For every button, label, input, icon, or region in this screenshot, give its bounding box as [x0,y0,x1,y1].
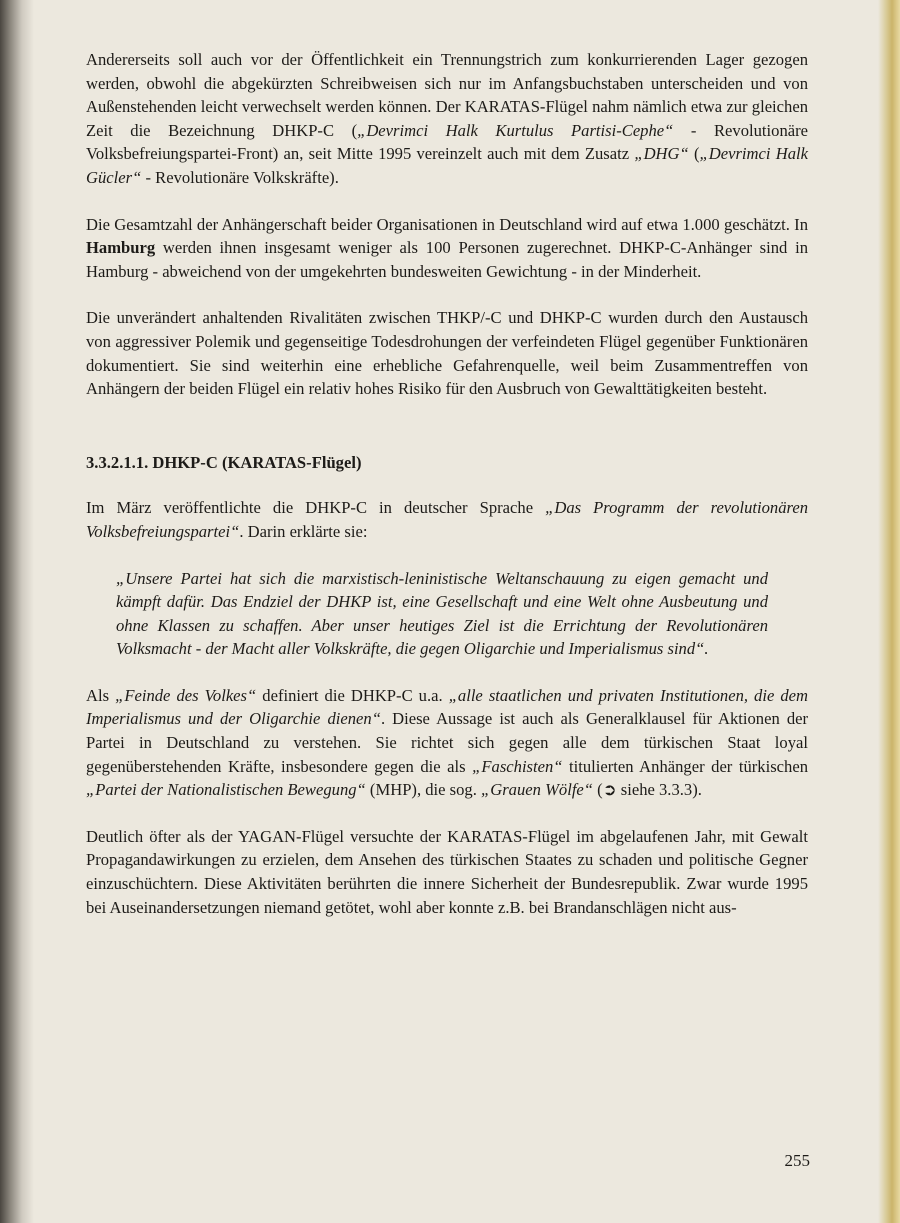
paragraph-5: Als „Feinde des Volkes“ definiert die DHKP-C u.a. „alle staatlichen und privaten Institutionen, die dem Imperialismus und der Oligarchie dienen“. Diese Aussage ist auch als Generalklausel für Aktionen der Partei in Deutschland zu verstehen. Sie richtet sich gegen alle dem türkischen Staat loyal gegenüberstehenden Kräfte, insbesondere gegen die als „Faschisten“ titulierten Anhänger der türkischen „Partei der Nationalistischen Bewegung“ (MHP), die sog. „Grauen Wölfe“ (➲ siehe 3.3.3). [86,685,809,800]
block-quote: „Unsere Partei hat sich die marxistisch-leninistische Weltanschauung zu eigen gemacht und kämpft dafür. Das Endziel der DHKP ist, eine Gesellschaft und eine Welt ohne Ausbeutung und ohne Klassen zu schaffen. Aber unser heutiges Ziel ist die Errichtung der Revolutionären Volksmacht - der Macht aller Volkskräfte, die gegen Oligarchie und Imperialismus sind“. [116,568,768,659]
page-edge [878,0,900,1223]
paragraph-1: Andererseits soll auch vor der Öffentlichkeit ein Trennungstrich zum konkurrierenden Lager gezogen werden, obwohl die abgekürzten Schreibweisen sich nur im Anfangsbuchstaben unterscheiden und von Außenstehenden leicht verwechselt werden können. Der KARATAS-Flügel nahm nämlich etwa zur gleichen Zeit die Bezeichnung DHKP-C („Devrimci Halk Kurtulus Partisi-Cephe“ - Revolutionäre Volksbefreiungspartei-Front) an, seit Mitte 1995 vereinzelt auch mit dem Zusatz „DHG“ („Devrimci Halk Gücler“ - Revolutionäre Volkskräfte). [86,50,808,187]
page-number: 255 [784,1151,810,1170]
book-spine-shadow [0,0,34,1223]
hamburg-emphasis: Hamburg [86,238,156,258]
section-heading: 3.3.2.1.1. DHKP-C (KARATAS-Flügel) [86,452,362,472]
paragraph-4: Im März veröffentlichte die DHKP-C in deutscher Sprache „Das Programm der revolutionären Volksbefreiungspartei“. Darin erklärte sie: [86,498,808,541]
paragraph-3: Die unverändert anhaltenden Rivalitäten zwischen THKP/-C und DHKP-C wurden durch den Austausch von aggressiver Polemik und gegenseitige Todesdrohungen der verfeindeten Flügel gegenüber Funktionären dokumentiert. Sie sind weiterhin eine erhebliche Gefahrenquelle, weil beim Zusammentreffen von Anhängern der beiden Flügel ein relativ hohes Risiko für den Ausbruch von Gewalttätigkeiten besteht. [86,308,808,399]
page-body [86,48,808,942]
paragraph-2: Die Gesamtzahl der Anhängerschaft beider Organisationen in Deutschland wird auf etwa 1.000 geschätzt. In Hamburg werden ihnen insgesamt weniger als 100 Personen zugerechnet. DHKP-C-Anhänger sind in Hamburg - abweichend von der umgekehrten bundesweiten Gewichtung - in der Minderheit. [86,214,808,281]
paragraph-6: Deutlich öfter als der YAGAN-Flügel versuchte der KARATAS-Flügel im abgelaufenen Jahr, mit Gewalt Propagandawirkungen zu erzielen, dem Ansehen des türkischen Staates zu schaden und politische Gegner einzuschüchtern. Diese Aktivitäten berührten die innere Sicherheit der Bundesrepublik. Zwar wurde 1995 bei Auseinandersetzungen niemand getötet, wohl aber konnte z.B. bei Brandanschlägen nicht aus- [86,826,808,917]
